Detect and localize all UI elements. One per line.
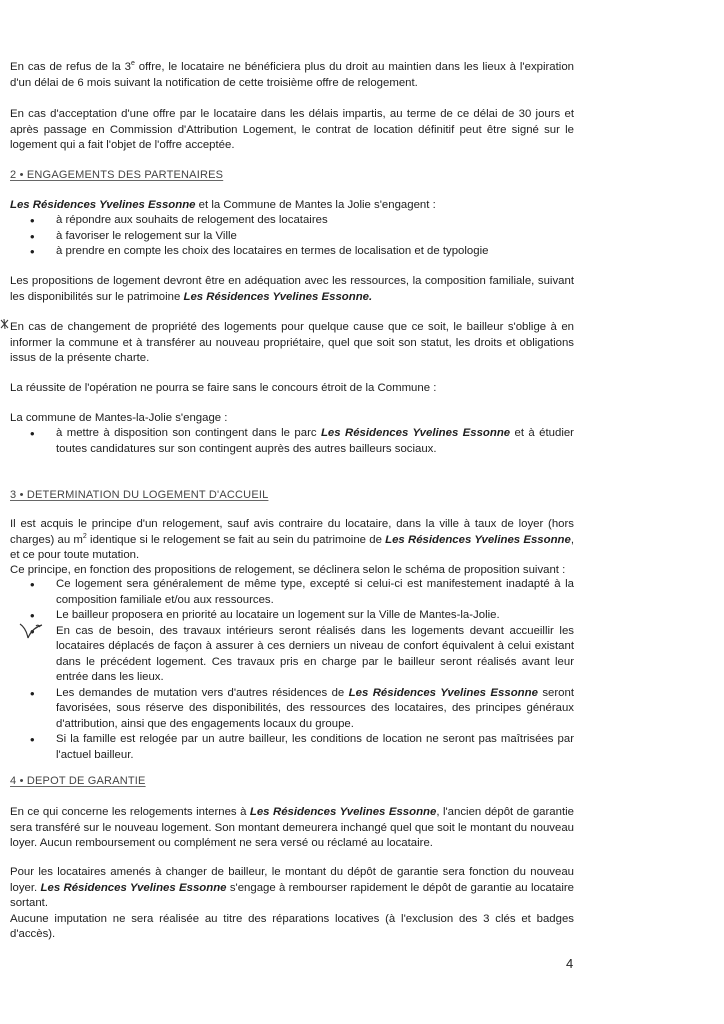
section-3-heading: 3 • DETERMINATION DU LOGEMENT D'ACCUEIL [10,489,269,501]
section-4-heading: 4 • DEPOT DE GARANTIE [10,775,146,787]
list-item: • En cas de besoin, des travaux intérieurs seront réalisés dans les logements devant accueillir les locataires déplacés de façon à assurer à ces derniers un niveau de confort équivalent à celui existant dans le précédent logement. Ces travaux pris en charge par le bailleur seront réalisés avant leur entrée dans les lieux. [10,624,574,686]
refusal-paragraph: En cas de refus de la 3e offre, le locataire ne bénéficiera plus du droit au maintien dans les lieux à l'expiration d'un délai de 6 mois suivant la notification de cette troisième offre de relogement. [10,60,574,89]
list-item: • Si la famille est relogée par un autre bailleur, les conditions de location ne seront pas maîtrisées par l'actuel bailleur. [10,732,574,763]
schema-list [10,577,574,763]
landlord-change-paragraph: Pour les locataires amenés à changer de bailleur, le montant du dépôt de garantie sera fonction du nouveau loyer. Les Résidences Yvelines Essonne s'engage à rembourser rapidement le dépôt de garantie au locataire sortant. Aucune imputation ne sera réalisée au titre des réparations locatives (à l'exclusion des 3 clés et badges d'accès). [10,866,575,940]
margin-tick-icon [18,622,44,643]
commune-list [10,426,574,457]
ownership-change-paragraph: En cas de changement de propriété des logements pour quelque cause que ce soit, le bailleur s'oblige à en informer la commune et à transférer au nouveau propriétaire, quel que soit son statut, les droits et obligations issus de la présente charte. [10,321,574,364]
list-item: • Ce logement sera généralement de même type, excepté si celui-ci est manifestement inadapté à la composition familiale et/ou aux ressources. [10,577,574,608]
success-paragraph: La réussite de l'opération ne pourra se faire sans le concours étroit de la Commune : [10,382,437,394]
principle-paragraph: Il est acquis le principe d'un relogement, sauf avis contraire du locataire, dans la ville à taux de loyer (hors charges) au $m^2$ identique si le relogement se fait au sein du patrimoine de Les Résidences Yvelines Essonne, et ce pour toute mutation. [10,518,574,561]
partners-list [10,213,574,260]
schema-paragraph: Ce principe, en fonction des propositions de relogement, se déclinera selon le schéma de proposition suivant : [10,564,566,576]
list-item: • à prendre en compte les choix des locataires en termes de localisation et de typologie [10,244,574,260]
page-number: 4 [566,956,574,971]
list-item: • Le bailleur proposera en priorité au locataire un logement sur la Ville de Mantes-la-Jolie. [10,608,574,624]
propositions-paragraph: Les propositions de logement devront être en adéquation avec les ressources, la composition familiale, suivant les disponibilités sur le patrimoine Les Résidences Yvelines Essonne. [10,275,574,303]
internal-relocation-paragraph: En ce qui concerne les relogements internes à Les Résidences Yvelines Essonne, l'ancien dépôt de garantie sera transféré sur le nouveau logement. Son montant demeurera inchangé quel que soit le montant du nouveau loyer. Aucun remboursement ou complément ne sera versé ou réclamé au locataire. [10,806,574,849]
section-2-heading: 2 • ENGAGEMENTS DES PARTENAIRES [10,169,224,181]
partners-intro: Les Résidences Yvelines Essonne et la Commune de Mantes la Jolie s'engagent : [10,199,436,211]
commune-paragraph: La commune de Mantes-la-Jolie s'engage : [10,412,228,424]
list-item: • à mettre à disposition son contingent dans le parc Les Résidences Yvelines Essonne et à étudier toutes candidatures sur son contingent auprès des autres bailleurs sociaux. [10,426,574,457]
list-item: • à répondre aux souhaits de relogement des locataires [10,213,574,229]
list-item: • à favoriser le relogement sur la Ville [10,229,574,245]
margin-mark-icon [0,318,10,333]
acceptance-paragraph: En cas d'acceptation d'une offre par le locataire dans les délais impartis, au terme de ce délai de 30 jours et après passage en Commission d'Attribution Logement, le contrat de location définitif peut être signé sur le logement qui a fait l'objet de l'offre acceptée. [10,108,574,151]
list-item: • Les demandes de mutation vers d'autres résidences de Les Résidences Yvelines Essonne seront favorisées, sous réserve des disponibilités, des ressources des locataires, des principes généraux d'attribution, ainsi que des engagements locaux du groupe. [10,686,574,733]
